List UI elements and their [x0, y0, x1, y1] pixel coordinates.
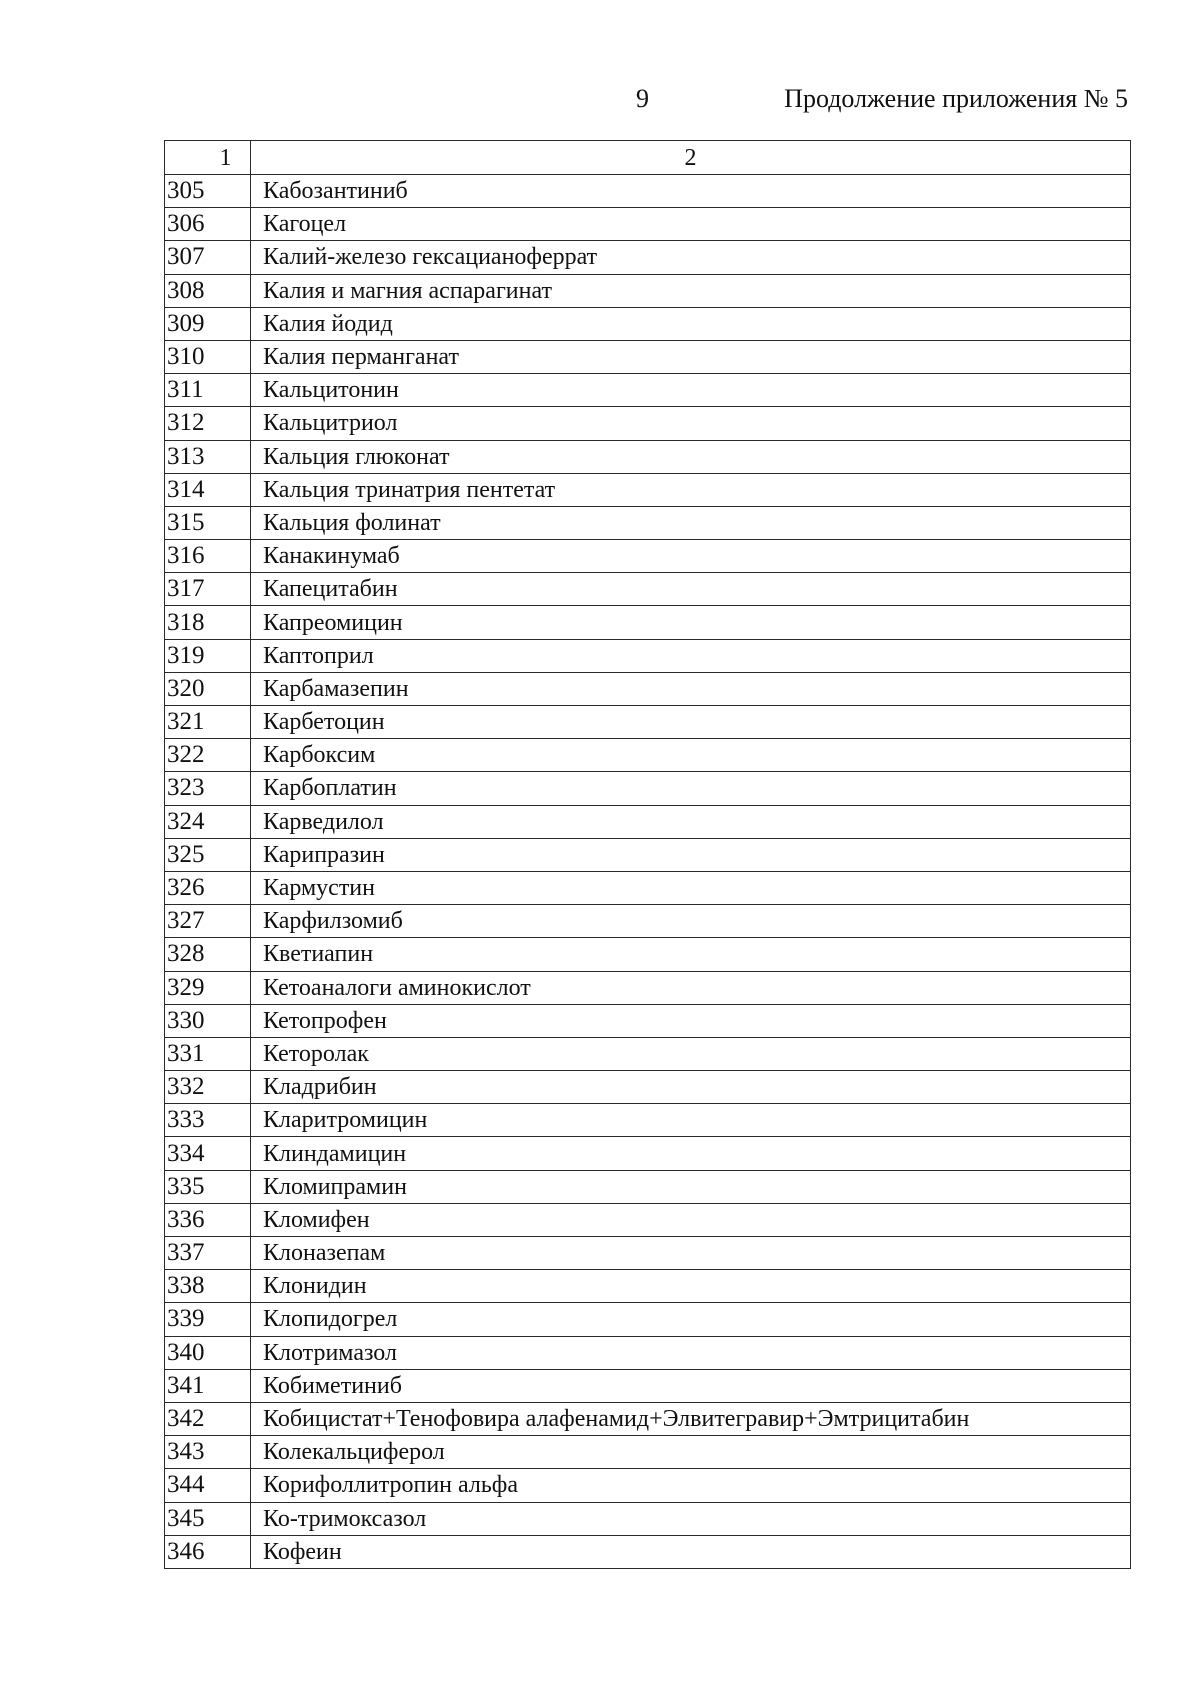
drug-name: Клонидин	[251, 1270, 1131, 1303]
row-number: 323	[165, 772, 251, 805]
row-number: 337	[165, 1237, 251, 1270]
drug-name: Кальция тринатрия пентетат	[251, 473, 1131, 506]
table-row	[165, 540, 1131, 573]
row-number: 336	[165, 1203, 251, 1236]
row-number: 326	[165, 871, 251, 904]
drug-name: Калия и магния аспарагинат	[251, 274, 1131, 307]
row-number: 314	[165, 473, 251, 506]
drug-name: Кальцитонин	[251, 374, 1131, 407]
drug-table	[164, 140, 1131, 1569]
column-header-2: 2	[251, 141, 1131, 175]
table-row	[165, 971, 1131, 1004]
table-row	[165, 573, 1131, 606]
table-body	[165, 175, 1131, 1569]
table-row	[165, 307, 1131, 340]
row-number: 329	[165, 971, 251, 1004]
table-row	[165, 374, 1131, 407]
row-number: 328	[165, 938, 251, 971]
table-row	[165, 274, 1131, 307]
table-row	[165, 1203, 1131, 1236]
drug-name: Кетопрофен	[251, 1004, 1131, 1037]
table-row	[165, 1303, 1131, 1336]
row-number: 309	[165, 307, 251, 340]
table-row	[165, 639, 1131, 672]
drug-name: Карведилол	[251, 805, 1131, 838]
table-row	[165, 1237, 1131, 1270]
drug-name: Колекальциферол	[251, 1436, 1131, 1469]
drug-name: Карбамазепин	[251, 672, 1131, 705]
row-number: 308	[165, 274, 251, 307]
table-row	[165, 1502, 1131, 1535]
drug-name: Калия перманганат	[251, 340, 1131, 373]
table-row	[165, 606, 1131, 639]
table-row	[165, 672, 1131, 705]
row-number: 322	[165, 739, 251, 772]
table-row	[165, 241, 1131, 274]
drug-name: Кеторолак	[251, 1037, 1131, 1070]
row-number: 313	[165, 440, 251, 473]
drug-name: Кобицистат+Тенофовира алафенамид+Элвитегравир+Эмтрицитабин	[251, 1402, 1131, 1435]
drug-name: Каптоприл	[251, 639, 1131, 672]
table-row	[165, 1336, 1131, 1369]
row-number: 331	[165, 1037, 251, 1070]
drug-name: Кломипрамин	[251, 1170, 1131, 1203]
table-row	[165, 340, 1131, 373]
row-number: 341	[165, 1369, 251, 1402]
row-number: 315	[165, 506, 251, 539]
table-row	[165, 1071, 1131, 1104]
column-header-1: 1	[165, 141, 251, 175]
table-row	[165, 938, 1131, 971]
drug-name: Карбоксим	[251, 739, 1131, 772]
drug-name: Калия йодид	[251, 307, 1131, 340]
drug-name: Ко-тримоксазол	[251, 1502, 1131, 1535]
table-row	[165, 208, 1131, 241]
drug-name: Карбоплатин	[251, 772, 1131, 805]
row-number: 327	[165, 905, 251, 938]
row-number: 312	[165, 407, 251, 440]
drug-name: Капецитабин	[251, 573, 1131, 606]
row-number: 342	[165, 1402, 251, 1435]
drug-name: Клоназепам	[251, 1237, 1131, 1270]
drug-name: Кветиапин	[251, 938, 1131, 971]
table-row	[165, 1402, 1131, 1435]
row-number: 343	[165, 1436, 251, 1469]
table-row	[165, 1170, 1131, 1203]
row-number: 346	[165, 1535, 251, 1568]
table-row	[165, 1535, 1131, 1568]
drug-name: Кальцитриол	[251, 407, 1131, 440]
drug-name: Канакинумаб	[251, 540, 1131, 573]
row-number: 334	[165, 1137, 251, 1170]
drug-name: Клотримазол	[251, 1336, 1131, 1369]
row-number: 330	[165, 1004, 251, 1037]
drug-name: Карбетоцин	[251, 706, 1131, 739]
row-number: 318	[165, 606, 251, 639]
table-row	[165, 440, 1131, 473]
drug-name: Кетоаналоги аминокислот	[251, 971, 1131, 1004]
row-number: 325	[165, 838, 251, 871]
page-header	[0, 78, 1200, 118]
row-number: 321	[165, 706, 251, 739]
drug-name: Кальция фолинат	[251, 506, 1131, 539]
table-row	[165, 1004, 1131, 1037]
table-row	[165, 1104, 1131, 1137]
table-row	[165, 1436, 1131, 1469]
drug-name: Кофеин	[251, 1535, 1131, 1568]
row-number: 324	[165, 805, 251, 838]
table-header-row	[165, 141, 1131, 175]
row-number: 320	[165, 672, 251, 705]
table-row	[165, 1369, 1131, 1402]
table-row	[165, 772, 1131, 805]
drug-name: Карфилзомиб	[251, 905, 1131, 938]
row-number: 317	[165, 573, 251, 606]
row-number: 345	[165, 1502, 251, 1535]
table-row	[165, 506, 1131, 539]
drug-name: Кагоцел	[251, 208, 1131, 241]
drug-name: Капреомицин	[251, 606, 1131, 639]
row-number: 333	[165, 1104, 251, 1137]
table-row	[165, 1270, 1131, 1303]
table-row	[165, 871, 1131, 904]
row-number: 344	[165, 1469, 251, 1502]
table-row	[165, 706, 1131, 739]
table-row	[165, 407, 1131, 440]
drug-name: Клиндамицин	[251, 1137, 1131, 1170]
table-row	[165, 739, 1131, 772]
drug-name: Кломифен	[251, 1203, 1131, 1236]
drug-name: Кальция глюконат	[251, 440, 1131, 473]
table-row	[165, 175, 1131, 208]
table-row	[165, 1469, 1131, 1502]
row-number: 332	[165, 1071, 251, 1104]
drug-name: Корифоллитропин альфа	[251, 1469, 1131, 1502]
row-number: 340	[165, 1336, 251, 1369]
row-number: 307	[165, 241, 251, 274]
drug-name: Кларитромицин	[251, 1104, 1131, 1137]
drug-name: Кобиметиниб	[251, 1369, 1131, 1402]
row-number: 306	[165, 208, 251, 241]
table-row	[165, 805, 1131, 838]
table-row	[165, 1037, 1131, 1070]
table-row	[165, 1137, 1131, 1170]
drug-name: Кармустин	[251, 871, 1131, 904]
row-number: 305	[165, 175, 251, 208]
row-number: 311	[165, 374, 251, 407]
table-row	[165, 473, 1131, 506]
drug-name: Кладрибин	[251, 1071, 1131, 1104]
row-number: 310	[165, 340, 251, 373]
drug-name: Кабозантиниб	[251, 175, 1131, 208]
drug-name: Калий-железо гексацианоферрат	[251, 241, 1131, 274]
table-row	[165, 838, 1131, 871]
drug-name: Карипразин	[251, 838, 1131, 871]
table-row	[165, 905, 1131, 938]
row-number: 339	[165, 1303, 251, 1336]
row-number: 319	[165, 639, 251, 672]
row-number: 338	[165, 1270, 251, 1303]
header-caption: Продолжение приложения № 5	[784, 84, 1128, 113]
page-number: 9	[636, 84, 649, 113]
row-number: 316	[165, 540, 251, 573]
drug-name: Клопидогрел	[251, 1303, 1131, 1336]
row-number: 335	[165, 1170, 251, 1203]
